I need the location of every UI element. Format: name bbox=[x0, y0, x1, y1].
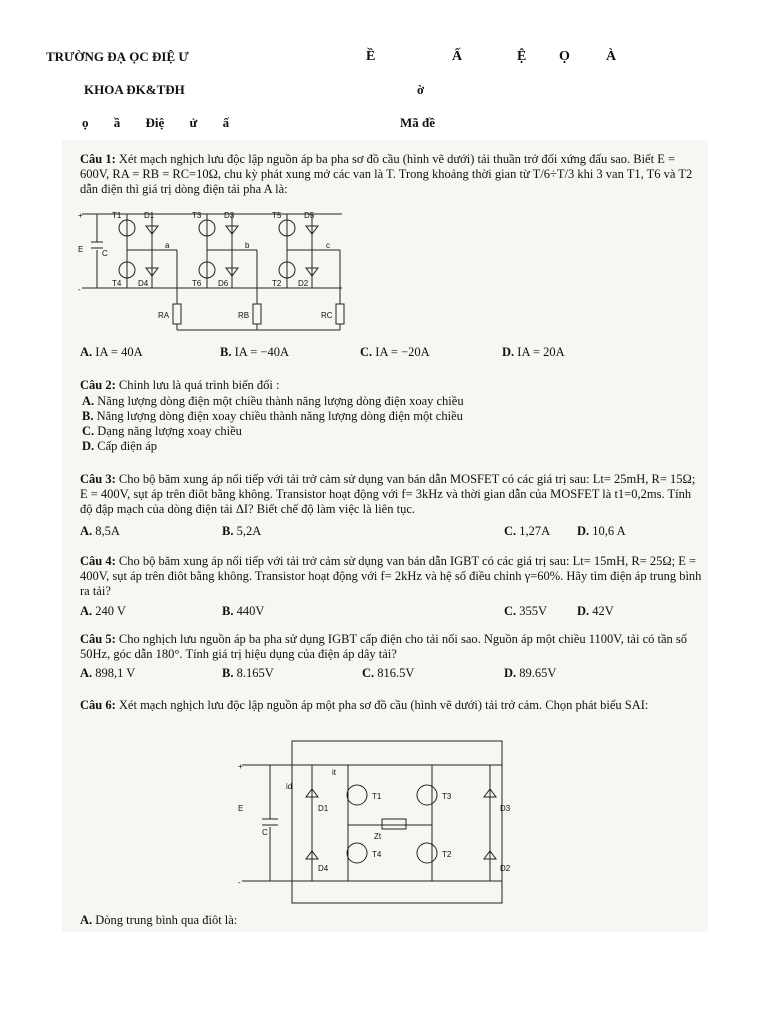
header-mark: Ấ bbox=[452, 49, 463, 64]
question-4 bbox=[80, 554, 704, 599]
switch-label: T2 bbox=[272, 279, 282, 288]
plus-label: + bbox=[238, 762, 243, 771]
diode-label: D2 bbox=[500, 864, 511, 873]
switch-label: T4 bbox=[372, 850, 382, 859]
source-label: E bbox=[78, 245, 84, 254]
subject-fragment: ử bbox=[189, 115, 198, 130]
answer-option[interactable]: C. Dạng năng lượng xoay chiều bbox=[82, 424, 242, 438]
current-label: id bbox=[286, 782, 293, 791]
minus-label: - bbox=[78, 285, 81, 294]
header-mark: Ệ bbox=[517, 49, 527, 64]
answer-option[interactable]: A. 898,1 V bbox=[80, 666, 136, 680]
question-text: Xét mạch nghịch lưu độc lập nguồn áp một pha sơ đồ cầu (hình vẽ dưới) tải trở cảm. Chọn phát biểu SAI: bbox=[118, 698, 649, 712]
minus-label: - bbox=[238, 878, 241, 887]
answer-option[interactable]: C. 355V bbox=[504, 604, 548, 618]
single-phase-inverter-diagram bbox=[232, 735, 532, 911]
header-mark: À bbox=[606, 49, 617, 64]
exam-code-label: Mã đề bbox=[400, 115, 436, 130]
diode-label: D4 bbox=[318, 864, 329, 873]
header-mark: Ọ bbox=[559, 49, 570, 64]
answer-option[interactable]: A. 8,5A bbox=[80, 524, 120, 538]
load-label: Zt bbox=[374, 832, 382, 841]
question-number: Câu 3: bbox=[80, 472, 116, 486]
question-number: Câu 1: bbox=[80, 152, 116, 166]
diode-label: D5 bbox=[304, 211, 315, 220]
answer-option[interactable]: A. Dòng trung bình qua điôt là: bbox=[80, 913, 238, 927]
three-phase-inverter-diagram bbox=[72, 206, 362, 336]
switch-label: T4 bbox=[112, 279, 122, 288]
question-number: Câu 2: bbox=[80, 378, 116, 392]
diode-label: D6 bbox=[218, 279, 229, 288]
scanned-page bbox=[62, 140, 708, 932]
question-1 bbox=[80, 152, 704, 197]
question-number: Câu 5: bbox=[80, 632, 116, 646]
diode-label: D2 bbox=[298, 279, 309, 288]
answer-option[interactable]: B. 440V bbox=[222, 604, 265, 618]
switch-label: T3 bbox=[442, 792, 452, 801]
diode-label: D1 bbox=[318, 804, 329, 813]
subject-fragment: ọ bbox=[82, 115, 89, 130]
faculty-mark: ờ bbox=[417, 82, 425, 97]
switch-label: T6 bbox=[192, 279, 202, 288]
cap-label: C bbox=[102, 249, 108, 258]
switch-label: T2 bbox=[442, 850, 452, 859]
cap-label: C bbox=[262, 828, 268, 837]
faculty-name: KHOA ĐK&TĐH bbox=[84, 82, 185, 97]
answer-option[interactable]: B. Năng lượng dòng điện xoay chiều thành năng lượng dòng điện một chiều bbox=[82, 409, 463, 423]
answer-option[interactable]: B. 8.165V bbox=[222, 666, 274, 680]
subject-fragment: Điệ bbox=[145, 115, 165, 130]
subject-fragment: ấ bbox=[222, 115, 230, 130]
answer-option[interactable]: A. IA = 40A bbox=[80, 345, 143, 359]
diode-label: D4 bbox=[138, 279, 149, 288]
answer-option[interactable]: D. 89.65V bbox=[504, 666, 557, 680]
phase-label: c bbox=[326, 241, 330, 250]
resistor-label: RB bbox=[238, 311, 250, 320]
question-text: Chỉnh lưu là quá trình biến đổi : bbox=[118, 378, 280, 392]
resistor-label: RA bbox=[158, 311, 170, 320]
answer-option[interactable]: C. 816.5V bbox=[362, 666, 415, 680]
diode-label: D1 bbox=[144, 211, 155, 220]
question-6 bbox=[80, 698, 704, 713]
diode-label: D3 bbox=[224, 211, 235, 220]
question-text: Cho nghịch lưu nguồn áp ba pha sử dụng IGBT cấp điện cho tải nối sao. Nguồn áp một chiều 1100V, tải có tần số 50Hz, góc dẫn 180°. Tính giá trị hiệu dụng của điện áp dây tải? bbox=[80, 632, 687, 661]
switch-label: T1 bbox=[372, 792, 382, 801]
question-3 bbox=[80, 472, 704, 517]
answer-option[interactable]: D. IA = 20A bbox=[502, 345, 565, 359]
question-5 bbox=[80, 632, 704, 662]
switch-label: T5 bbox=[272, 211, 282, 220]
subject-line bbox=[82, 115, 251, 131]
school-name: TRƯỜNG ĐẠ ỌC ĐIỆ Ư bbox=[46, 49, 189, 64]
question-number: Câu 4: bbox=[80, 554, 116, 568]
resistor-label: RC bbox=[321, 311, 333, 320]
header-mark: Ề bbox=[366, 49, 376, 64]
answer-option[interactable]: C. 1,27A bbox=[504, 524, 551, 538]
switch-label: T3 bbox=[192, 211, 202, 220]
answer-option[interactable]: B. IA = −40A bbox=[220, 345, 289, 359]
plus-label: + bbox=[78, 211, 83, 220]
phase-label: a bbox=[165, 241, 170, 250]
source-label: E bbox=[238, 804, 244, 813]
question-text: Xét mạch nghịch lưu độc lập nguồn áp ba pha sơ đồ cầu (hình vẽ dưới) tải thuần trở đối xứng đấu sao. Biết E = 600V, RA = RB = RC=10Ω, chu kỳ phát xung mở các van là T. Trong khoảng thời gian từ T/6÷T/3 khi 3 van T1, T6 và T2 dẫn điện thì giá trị dòng điện tải pha A là: bbox=[80, 152, 693, 196]
question-2 bbox=[80, 378, 704, 393]
question-text: Cho bộ băm xung áp nối tiếp với tải trở cảm sử dụng van bán dẫn MOSFET có các giá trị sau: Lt= 25mH, R= 15Ω; E = 400V, sụt áp trên điôt bằng không. Transistor hoạt động với f= 3kHz và thời gian dẫn của MOSFET là t1=0,2ms. Tính độ đập mạch của dòng điện tải ΔI? Biết chế độ làm việc là liên tục. bbox=[80, 472, 696, 516]
answer-option[interactable]: D. 42V bbox=[577, 604, 614, 618]
current-label: it bbox=[332, 768, 336, 777]
switch-label: T1 bbox=[112, 211, 122, 220]
answer-option[interactable]: A. Năng lượng dòng điện một chiều thành năng lượng dòng điện xoay chiều bbox=[82, 394, 464, 408]
question-text: Cho bộ băm xung áp nối tiếp với tải trở cảm sử dụng van bán dẫn IGBT có các giá trị sau: Lt= 15mH, R= 25Ω; E = 400V, sụt áp trên điôt bằng không. Transistor hoạt động với f= 2kHz và hệ số điều chỉnh γ=60%. Hãy tìm điện áp trung bình ra tải? bbox=[80, 554, 702, 598]
answer-option[interactable]: D. Cấp điện áp bbox=[82, 439, 157, 453]
answer-option[interactable]: C. IA = −20A bbox=[360, 345, 430, 359]
subject-fragment: ầ bbox=[113, 115, 121, 130]
question-number: Câu 6: bbox=[80, 698, 116, 712]
answer-option[interactable]: A. 240 V bbox=[80, 604, 126, 618]
answer-option[interactable]: D. 10,6 A bbox=[577, 524, 626, 538]
phase-label: b bbox=[245, 241, 250, 250]
diode-label: D3 bbox=[500, 804, 511, 813]
answer-option[interactable]: B. 5,2A bbox=[222, 524, 262, 538]
